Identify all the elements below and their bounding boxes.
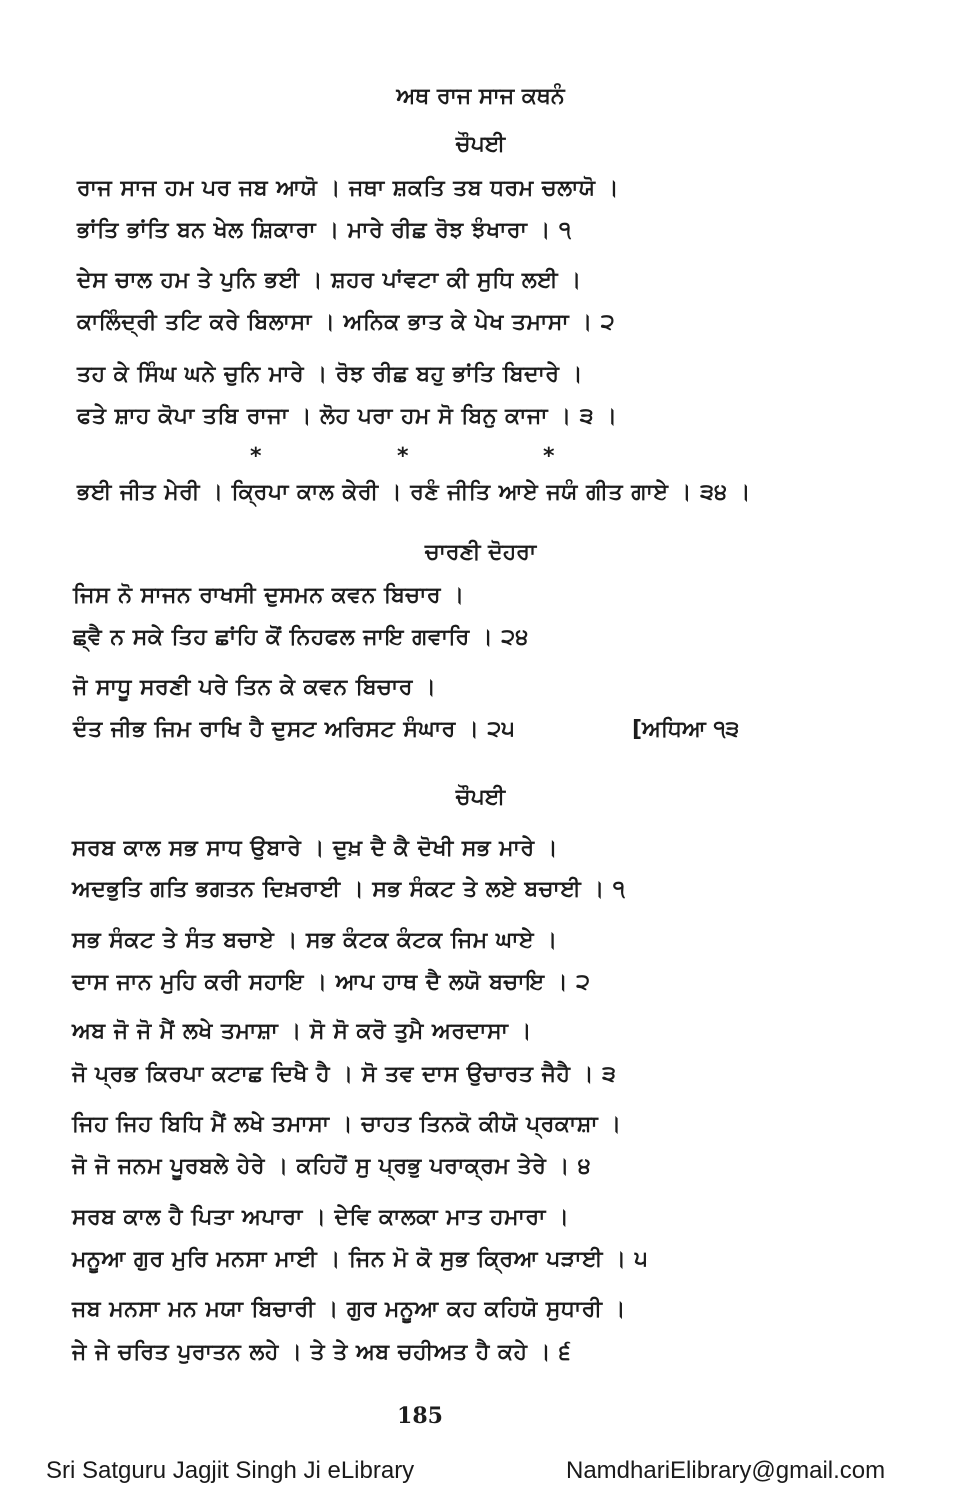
verse-line: ਭਾਂਤਿ ਭਾਂਤਿ ਬਨ ਖੇਲ ਸ਼ਿਕਾਰਾ । ਮਾਰੇ ਰੀਛ ਰੋਝ ਝੰਖਾਰਾ । ੧: [77, 218, 572, 243]
section-subtitle: ਚੌਪਈ: [455, 132, 506, 157]
section-title: ਚੌਪਈ: [455, 785, 506, 810]
verse-line: ਭਈ ਜੀਤ ਮੇਰੀ । ਕ੍ਰਿਪਾ ਕਾਲ ਕੇਰੀ । ਰਣੰ ਜੀਤਿ ਆਏ ਜਯੰ ਗੀਤ ਗਾਏ । ੩੪ ।: [77, 480, 752, 505]
verse-line: ਫਤੇ ਸ਼ਾਹ ਕੋਪਾ ਤਬਿ ਰਾਜਾ । ਲੋਹ ਪਰਾ ਹਮ ਸੋ ਬਿਨੁ ਕਾਜਾ । ੩ ।: [77, 404, 618, 429]
verse-line: ਤਹ ਕੇ ਸਿੰਘ ਘਨੇ ਚੁਨਿ ਮਾਰੇ । ਰੋਝ ਰੀਛ ਬਹੁ ਭਾਂਤਿ ਬਿਦਾਰੇ ।: [77, 362, 584, 387]
chapter-note: [ਅਧਿਆ ੧੩: [632, 717, 740, 742]
stars-divider: [0, 444, 961, 469]
verse-line: ਦੰਤ ਜੀਭ ਜਿਮ ਰਾਖਿ ਹੈ ਦੁਸਟ ਅਰਿਸਟ ਸੰਘਾਰ । ੨੫: [73, 717, 516, 742]
page-number: 185: [397, 1403, 443, 1429]
verse-line: ਜਿਸ ਨੋ ਸਾਜਨ ਰਾਖਸੀ ਦੁਸਮਨ ਕਵਨ ਬਿਚਾਰ ।: [73, 583, 465, 608]
verse-line: ਜੋ ਜੋ ਜਨਮ ਪੂਰਬਲੇ ਹੇਰੇ । ਕਹਿਹੋਂ ਸੁ ਪ੍ਰਭੁ ਪਰਾਕ੍ਰਮ ਤੇਰੇ । ੪: [72, 1154, 592, 1179]
verse-line: ਜੇ ਜੇ ਚਰਿਤ ਪੁਰਾਤਨ ਲਹੇ । ਤੇ ਤੇ ਅਬ ਚਹੀਅਤ ਹੈ ਕਹੇ । ੬: [72, 1340, 571, 1365]
verse-line: ਸਰਬ ਕਾਲ ਸਭ ਸਾਧ ਉਬਾਰੇ । ਦੁਖ਼ ਦੈ ਕੈ ਦੋਖੀ ਸਭ ਮਾਰੇ ।: [72, 836, 559, 861]
section-title: ਚਾਰਣੀ ਦੋਹਰਾ: [424, 540, 537, 565]
footer-email[interactable]: NamdhariElibrary@gmail.com: [566, 1457, 886, 1484]
verse-line: ਜਿਹ ਜਿਹ ਬਿਧਿ ਮੈਂ ਲਖੇ ਤਮਾਸਾ । ਚਾਹਤ ਤਿਨਕੋ ਕੀਯੋ ਪ੍ਰਕਾਸ਼ਾ ।: [72, 1112, 622, 1137]
verse-line: ਜੋ ਪ੍ਰਭ ਕਿਰਪਾ ਕਟਾਛ ਦਿਖੈ ਹੈ । ਸੋ ਤਵ ਦਾਸ ਉਚਾਰਤ ਜੈਹੈ । ੩: [72, 1062, 617, 1087]
verse-line: ਰਾਜ ਸਾਜ ਹਮ ਪਰ ਜਬ ਆਯੋ । ਜਥਾ ਸ਼ਕਤਿ ਤਬ ਧਰਮ ਚਲਾਯੋ ।: [77, 176, 620, 201]
star-mark: *: [397, 444, 409, 469]
verse-line: ਕਾਲਿੰਦ੍ਰੀ ਤਟਿ ਕਰੇ ਬਿਲਾਸਾ । ਅਨਿਕ ਭਾਤ ਕੇ ਪੇਖ ਤਮਾਸਾ । ੨: [77, 310, 616, 335]
star-mark: *: [250, 444, 262, 469]
verse-line: ਛ੍ਵੈ ਨ ਸਕੇ ਤਿਹ ਛਾਂਹਿ ਕੋਂ ਨਿਹਫਲ ਜਾਇ ਗਵਾਰਿ । ੨੪: [73, 625, 529, 650]
verse-line: ਸਰਬ ਕਾਲ ਹੈ ਪਿਤਾ ਅਪਾਰਾ । ਦੇਵਿ ਕਾਲਕਾ ਮਾਤ ਹਮਾਰਾ ।: [72, 1205, 570, 1230]
verse-line: ਸਭ ਸੰਕਟ ਤੇ ਸੰਤ ਬਚਾਏ । ਸਭ ਕੰਟਕ ਕੰਟਕ ਜਿਮ ਘਾਏ ।: [72, 928, 558, 953]
verse-line: ਜਬ ਮਨਸਾ ਮਨ ਮਯਾ ਬਿਚਾਰੀ । ਗੁਰ ਮਨੂਆ ਕਹ ਕਹਿਯੋ ਸੁਧਾਰੀ ।: [72, 1297, 626, 1322]
verse-line: ਅਦਭੁਤਿ ਗਤਿ ਭਗਤਨ ਦਿਖ਼ਰਾਈ । ਸਭ ਸੰਕਟ ਤੇ ਲਏ ਬਚਾਈ । ੧: [72, 877, 626, 902]
verse-line: ਮਨੂਆ ਗੁਰ ਮੁਰਿ ਮਨਸਾ ਮਾਈ । ਜਿਨ ਮੋ ਕੋ ਸੁਭ ਕ੍ਰਿਆ ਪੜਾਈ । ੫: [72, 1247, 649, 1272]
footer-library-name: Sri Satguru Jagjit Singh Ji eLibrary: [46, 1457, 415, 1484]
verse-line: ਦਾਸ ਜਾਨ ਮੁਹਿ ਕਰੀ ਸਹਾਇ । ਆਪ ਹਾਥ ਦੈ ਲਯੋ ਬਚਾਇ । ੨: [72, 970, 591, 995]
verse-line: ਜੋ ਸਾਧੂ ਸਰਣੀ ਪਰੇ ਤਿਨ ਕੇ ਕਵਨ ਬਿਚਾਰ ।: [73, 675, 437, 700]
star-mark: *: [543, 444, 555, 469]
verse-line: ਅਬ ਜੋ ਜੋ ਮੈਂ ਲਖੇ ਤਮਾਸ਼ਾ । ਸੋ ਸੋ ਕਰੋ ਤੁਮੈ ਅਰਦਾਸਾ ।: [72, 1019, 532, 1044]
verse-line: ਦੇਸ ਚਾਲ ਹਮ ਤੇ ਪੁਨਿ ਭਈ । ਸ਼ਹਰ ਪਾਂਵਟਾ ਕੀ ਸੁਧਿ ਲਈ ।: [77, 268, 582, 293]
section-title: ਅਥ ਰਾਜ ਸਾਜ ਕਥਨੰ: [396, 84, 565, 109]
